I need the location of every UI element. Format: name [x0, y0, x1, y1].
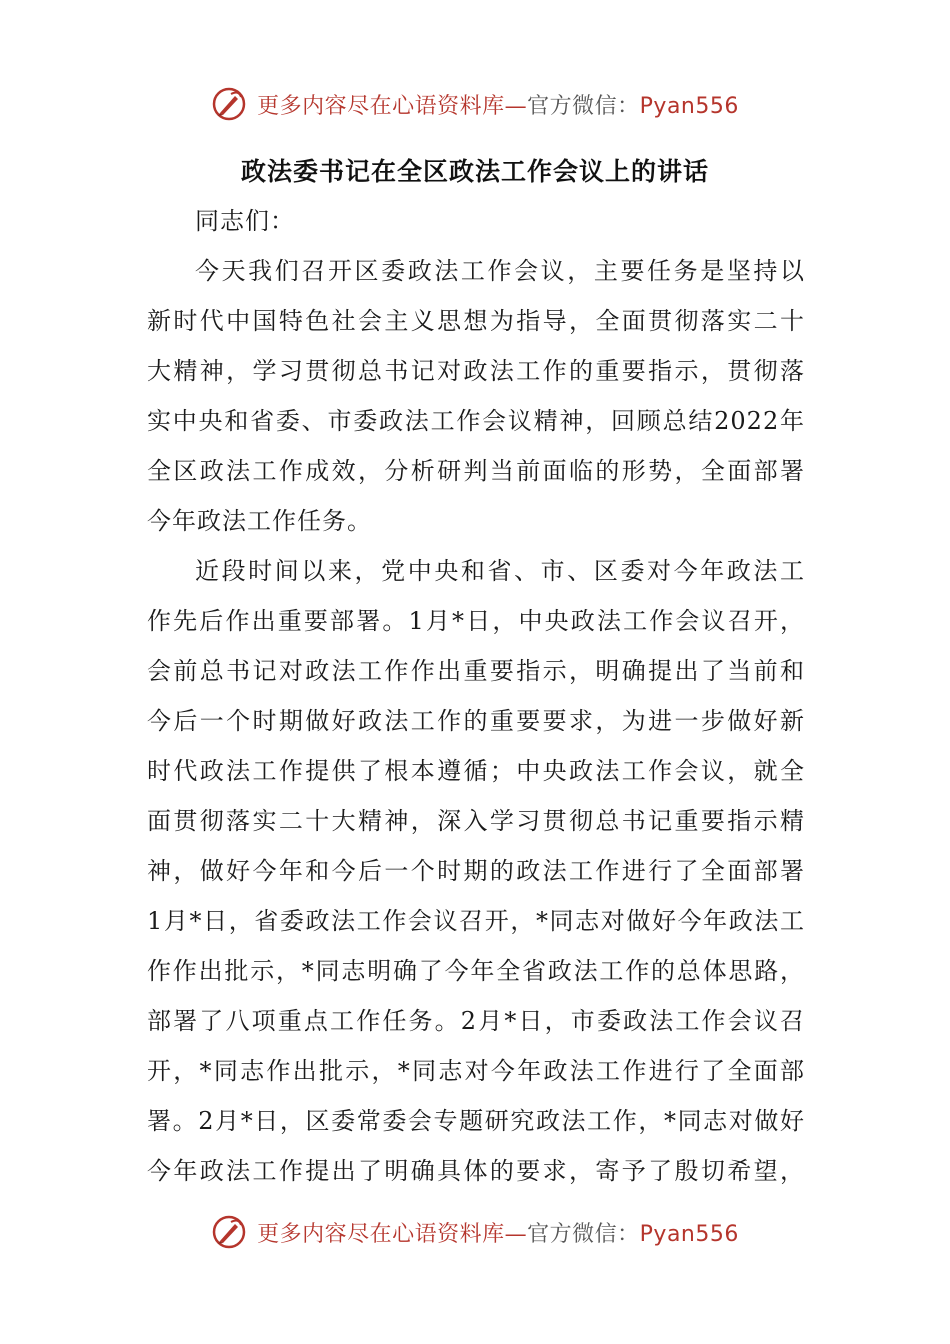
body-line: 实中央和省委、市委政法工作会议精神，回顾总结2022年	[147, 407, 805, 435]
body-line: 会前总书记对政法工作作出重要指示，明确提出了当前和	[147, 657, 805, 685]
salutation-line: 同志们：	[195, 207, 295, 235]
body-line: 开，*同志作出批示，*同志对今年政法工作进行了全面部	[147, 1057, 805, 1085]
body-line: 新时代中国特色社会主义思想为指导，全面贯彻落实二十	[147, 307, 805, 335]
body-line: 面贯彻落实二十大精神，深入学习贯彻总书记重要指示精	[147, 807, 805, 835]
body-line: 署。2月*日，区委常委会专题研究政法工作，*同志对做好	[147, 1107, 805, 1135]
pen-logo-icon	[211, 1214, 247, 1250]
watermark-slogan: 更多内容尽在心语资料库	[257, 1221, 505, 1247]
body-line: 今年政法工作任务。	[147, 507, 372, 535]
watermark-separator: —	[504, 93, 528, 119]
watermark-banner-top	[0, 80, 950, 128]
body-line: 今后一个时期做好政法工作的重要要求，为进一步做好新	[147, 707, 805, 735]
watermark-wechat-id: Pyan556	[639, 93, 739, 119]
body-line: 今天我们召开区委政法工作会议，主要任务是坚持以	[195, 257, 805, 285]
body-line: 全区政法工作成效，分析研判当前面临的形势，全面部署	[147, 457, 805, 485]
body-line: 大精神，学习贯彻总书记对政法工作的重要指示，贯彻落	[147, 357, 805, 385]
body-line: 近段时间以来，党中央和省、市、区委对今年政法工	[195, 557, 805, 585]
watermark-wechat-label: 官方微信：	[527, 1221, 640, 1247]
watermark-slogan: 更多内容尽在心语资料库	[257, 93, 505, 119]
document-body	[147, 196, 805, 1196]
watermark-wechat-label: 官方微信：	[527, 93, 640, 119]
body-line: 作作出批示，*同志明确了今年全省政法工作的总体思路，	[147, 957, 805, 985]
watermark-separator: —	[504, 1221, 528, 1247]
document-title: 政法委书记在全区政法工作会议上的讲话	[240, 157, 709, 186]
body-line: 今年政法工作提出了明确具体的要求，寄予了殷切希望，	[147, 1157, 805, 1185]
body-line: 1月*日，省委政法工作会议召开，*同志对做好今年政法工	[147, 907, 805, 935]
body-line: 部署了八项重点工作任务。2月*日，市委政法工作会议召	[147, 1007, 805, 1035]
body-line: 神，做好今年和今后一个时期的政法工作进行了全面部署	[147, 857, 805, 885]
watermark-banner-bottom	[0, 1208, 950, 1256]
body-line: 时代政法工作提供了根本遵循；中央政法工作会议，就全	[147, 757, 805, 785]
watermark-text	[257, 89, 739, 120]
watermark-wechat-id: Pyan556	[639, 1221, 739, 1247]
body-line: 作先后作出重要部署。1月*日，中央政法工作会议召开，	[147, 607, 805, 635]
watermark-text	[257, 1217, 739, 1248]
pen-logo-icon	[211, 86, 247, 122]
